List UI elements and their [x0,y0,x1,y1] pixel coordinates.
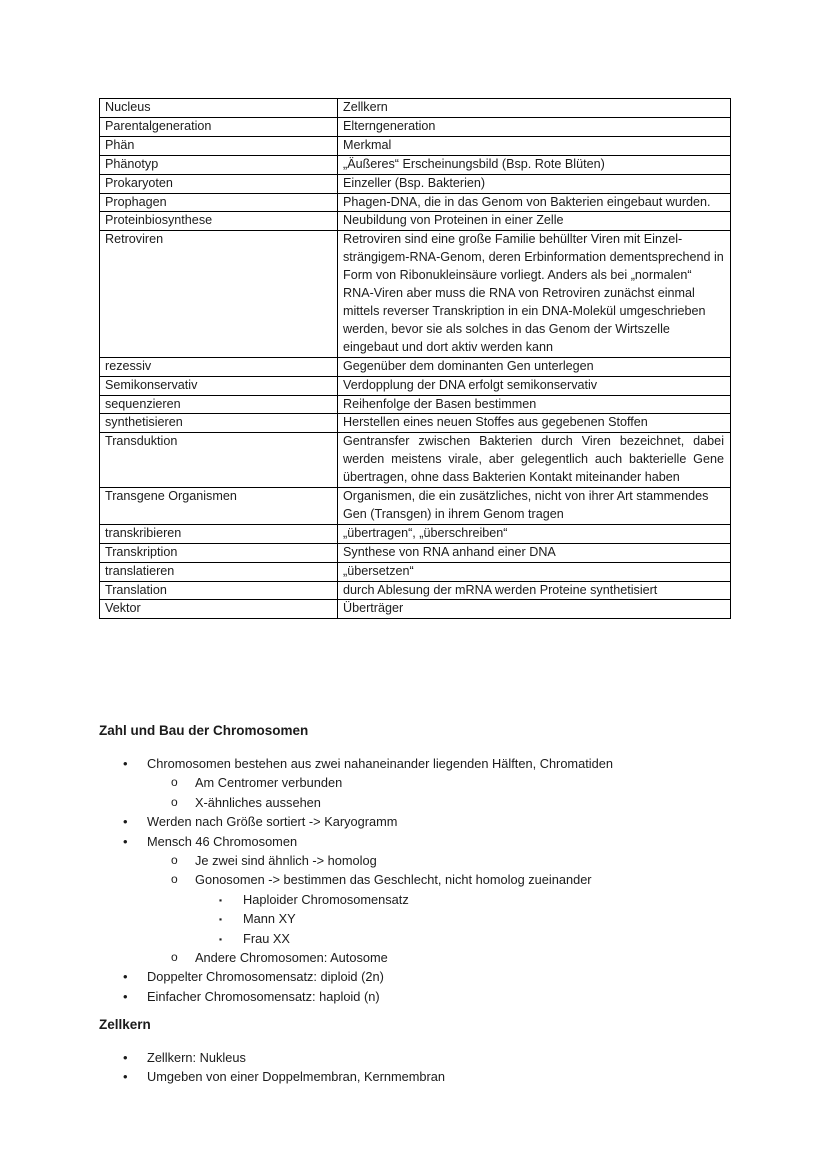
term-cell: sequenzieren [100,395,338,414]
list-item [99,793,744,812]
definition-cell: Verdopplung der DNA erfolgt semikonservativ [338,376,731,395]
term-cell: Translation [100,581,338,600]
table-row [100,376,731,395]
bullet-marker: o [171,950,178,965]
definition-cell: Einzeller (Bsp. Bakterien) [338,174,731,193]
table-row [100,488,731,525]
bullet-marker: • [123,756,128,771]
term-cell: Prokaryoten [100,174,338,193]
definition-cell: Gentransfer zwischen Bakterien durch Viren bezeichnet, dabei werden meistens virale, aber gelegentlich auch bakterielle Gene übertragen, ohne dass Bakterien Kontakt miteinander haben [338,433,731,488]
table-row [100,433,731,488]
list-item [99,929,744,948]
term-cell: Proteinbiosynthese [100,212,338,231]
definition-cell: Retroviren sind eine große Familie behüllter Viren mit Einzel-strängigem-RNA-Genom, deren Erbinformation dementsprechend in Form von Ribonukleinsäure vorliegt. Anders als bei „normalen“ RNA-Viren aber muss die RNA von Retroviren zunächst einmal mittels reverser Transkription in ein DNA-Molekül umgeschrieben werden, bevor sie als solches in das Genom der Wirtszelle eingebaut und dort aktiv werden kann [338,231,731,357]
glossary-table-body [100,99,731,619]
definition-cell: Gegenüber dem dominanten Gen unterlegen [338,357,731,376]
list-item [99,967,744,986]
bullet-marker: o [171,794,178,809]
definition-cell: durch Ablesung der mRNA werden Proteine synthetisiert [338,581,731,600]
definition-cell: Herstellen eines neuen Stoffes aus gegebenen Stoffen [338,414,731,433]
list-item [99,890,744,909]
term-cell: rezessiv [100,357,338,376]
table-row [100,193,731,212]
list-item [99,948,744,967]
bullet-marker: • [123,1050,128,1065]
table-row [100,414,731,433]
term-cell: Phän [100,136,338,155]
table-row [100,117,731,136]
list-item [99,909,744,928]
definition-cell: Neubildung von Proteinen in einer Zelle [338,212,731,231]
term-cell: synthetisieren [100,414,338,433]
list-item-text: Frau XX [243,930,290,946]
bullet-marker: o [171,853,178,868]
list-item [99,870,744,889]
table-row [100,155,731,174]
list-item-text: Werden nach Größe sortiert -> Karyogramm [147,814,398,830]
list-item-text: Gonosomen -> bestimmen das Geschlecht, nicht homolog zueinander [195,872,592,888]
bullet-marker: o [171,775,178,790]
definition-cell: Überträger [338,600,731,619]
term-cell: Transgene Organismen [100,488,338,525]
term-cell: transkribieren [100,524,338,543]
list-item-text: Haploider Chromosomensatz [243,891,409,907]
table-row [100,395,731,414]
table-row [100,600,731,619]
table-row [100,174,731,193]
term-cell: Parentalgeneration [100,117,338,136]
table-row [100,562,731,581]
list-item-text: Einfacher Chromosomensatz: haploid (n) [147,988,380,1004]
section-heading: Zellkern [99,1017,151,1032]
table-row [100,231,731,357]
table-row [100,136,731,155]
table-row [100,543,731,562]
term-cell: Transduktion [100,433,338,488]
bullet-marker: • [123,1069,128,1085]
section-heading: Zahl und Bau der Chromosomen [99,723,309,738]
table-row [100,99,731,118]
list-item-text: Andere Chromosomen: Autosome [195,950,388,966]
glossary-table [99,98,731,619]
term-cell: Vektor [100,600,338,619]
list-item-text: Am Centromer verbunden [195,775,343,791]
bullet-marker: • [123,814,128,830]
list-item-text: Mann XY [243,911,296,927]
definition-cell: Organismen, die ein zusätzliches, nicht von ihrer Art stammendes Gen (Transgen) in ihrem Genom tragen [338,488,731,525]
list-item [99,812,744,831]
definition-cell: „Äußeres“ Erscheinungsbild (Bsp. Rote Blüten) [338,155,731,174]
bullet-marker: ▪ [219,914,223,925]
definition-cell: Phagen-DNA, die in das Genom von Bakterien eingebaut wurden. [338,193,731,212]
bullet-marker: o [171,872,178,887]
definition-cell: Merkmal [338,136,731,155]
list-item-text: X-ähnliches aussehen [195,794,321,810]
list-item [99,832,744,851]
definition-cell: „übertragen“, „überschreiben“ [338,524,731,543]
bullet-marker: • [123,833,128,849]
list-item-text: Mensch 46 Chromosomen [147,833,298,849]
bullet-marker: ▪ [219,933,223,944]
definition-cell: „übersetzen“ [338,562,731,581]
list-item [99,1067,744,1086]
section-list-1 [99,1048,744,1087]
section-list-0 [99,754,744,1006]
list-item [99,754,744,773]
definition-cell: Zellkern [338,99,731,118]
definition-cell: Elterngeneration [338,117,731,136]
list-item [99,987,744,1006]
bullet-marker: • [123,969,128,985]
definition-cell: Synthese von RNA anhand einer DNA [338,543,731,562]
list-item-text: Doppelter Chromosomensatz: diploid (2n) [147,969,384,985]
list-item-text: Zellkern: Nukleus [147,1050,246,1065]
term-cell: Nucleus [100,99,338,118]
bullet-marker: • [123,988,128,1004]
list-item-text: Chromosomen bestehen aus zwei nahaneinander liegenden Hälften, Chromatiden [147,756,613,771]
table-row [100,581,731,600]
term-cell: Semikonservativ [100,376,338,395]
list-item [99,773,744,792]
list-item-text: Je zwei sind ähnlich -> homolog [195,853,377,869]
section-nucleus [99,1016,744,1087]
term-cell: Phänotyp [100,155,338,174]
term-cell: translatieren [100,562,338,581]
term-cell: Prophagen [100,193,338,212]
section-chromosomes [99,722,744,1006]
list-item-text: Umgeben von einer Doppelmembran, Kernmembran [147,1069,446,1085]
term-cell: Transkription [100,543,338,562]
table-row [100,524,731,543]
definition-cell: Reihenfolge der Basen bestimmen [338,395,731,414]
table-row [100,357,731,376]
table-row [100,212,731,231]
list-item [99,851,744,870]
bullet-marker: ▪ [219,894,223,905]
term-cell: Retroviren [100,231,338,357]
list-item [99,1048,744,1067]
